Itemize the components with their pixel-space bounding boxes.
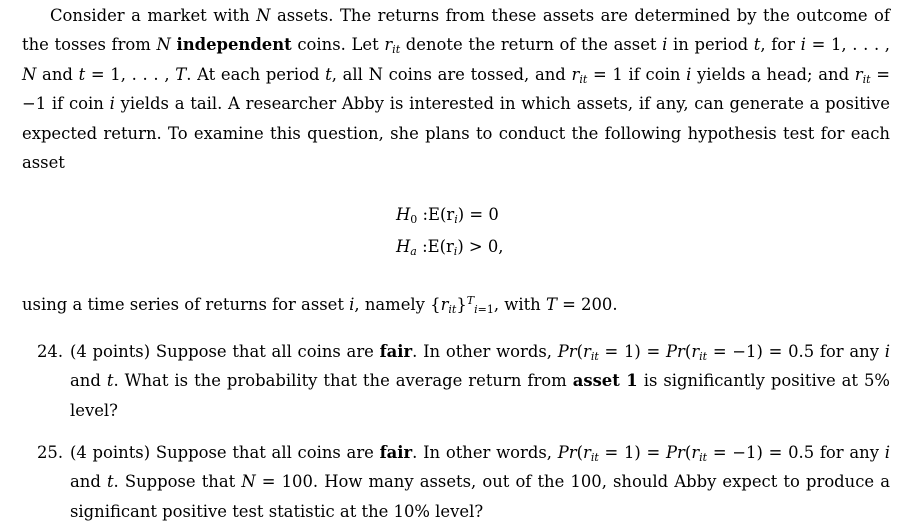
question-25-text: (4 points) Suppose that all coins are fair. In other words, $Pr(r_{it} = 1) = Pr(r_{it} = -1) = 0.5$ for any i and t. Suppose that N = 100. How many assets, out of the 100, should Abby expect to produce a significant positive test statistic at the 10% level? — [70, 443, 890, 521]
alternative-hypothesis: $H_a$ $:E(r_i) > 0$, — [396, 237, 504, 258]
series-sentence: using a time series of returns for asset i, namely $\{r_{it}\}^T_{i=1}$, with T = 200. — [22, 294, 618, 316]
null-hypothesis: $H_0$ $:E(r_i) = 0$ — [396, 205, 499, 226]
intro-paragraph: Consider a market with N assets. The returns from these assets are determined by the outcome of the tosses from N independent coins. Let $r_{it}$ denote the return of the asset i in period t, for i = 1, . . . , N and t = 1, . . . , T. At each period t, all N coins are tossed, and $r_{it} = 1$ if coin i yields a head; and $r_{it} = -1$ if coin i yields a tail. A researcher Abby is interested in which assets, if any, can generate a positive expected return. To examine this question, she plans to conduct the following hypothesis test for each asset — [22, 6, 891, 173]
question-24-number: 24. — [37, 342, 64, 361]
question-25 — [22, 438, 890, 526]
question-25-number: 25. — [37, 443, 64, 462]
question-24 — [22, 337, 890, 425]
question-24-text: (4 points) Suppose that all coins are fair. In other words, $Pr(r_{it} = 1) = Pr(r_{it} = -1) = 0.5$ for any i and t. What is the probability that the average return from asset 1 is significantly positive at 5% level? — [70, 342, 891, 420]
